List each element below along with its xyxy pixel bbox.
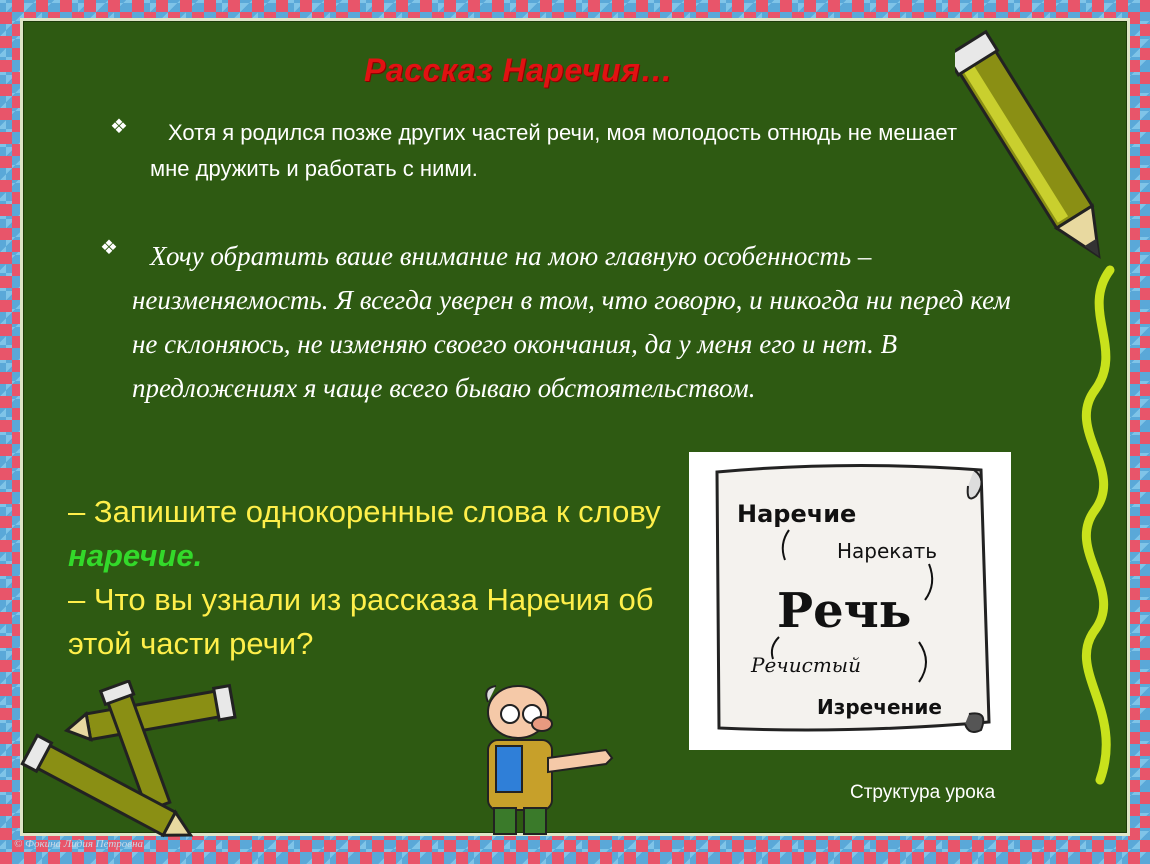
- slide-title: Рассказ Наречия…: [364, 52, 673, 88]
- word-izrechenie: Изречение: [817, 695, 942, 719]
- word-rechisty: Речистый: [751, 653, 861, 677]
- story-paragraph-1: Хотя я родился позже других частей речи, моя молодость отнюдь не мешает мне дружить и работать с ними.: [150, 120, 958, 181]
- question-2-text: – Что вы узнали из рассказа Наречия об этой части речи?: [68, 582, 654, 661]
- word-rech: Речь: [777, 583, 912, 639]
- bullet-icon: ❖: [100, 237, 118, 259]
- story-paragraph-2: Хочу обратить ваше внимание на мою главную особенность – неизменяемость. Я всегда уверен в том, что говорю, и никогда ни перед кем не склоняюсь, не изменяю своего окончания, да у меня его и нет. В предложениях я чаще всего бываю обстоятельством.: [132, 241, 1011, 403]
- crayons-icon: [18, 680, 248, 840]
- lesson-structure-link[interactable]: Структура урока: [850, 782, 996, 803]
- word-scroll-image: [689, 452, 1011, 750]
- word-narechie: Наречие: [737, 500, 857, 528]
- scroll-illustration: [689, 452, 1011, 750]
- squiggle-decoration: [1070, 260, 1130, 790]
- question-1-text: – Запишите однокоренные слова к слову: [68, 494, 661, 529]
- highlight-word: наречие.: [68, 538, 203, 573]
- copyright-text: © Фокина Лидия Петровна: [14, 838, 144, 850]
- questions-block: [68, 490, 688, 666]
- professor-character-icon: [466, 680, 636, 840]
- word-narekat: Нарекать: [837, 539, 938, 563]
- bullet-icon: ❖: [110, 116, 128, 138]
